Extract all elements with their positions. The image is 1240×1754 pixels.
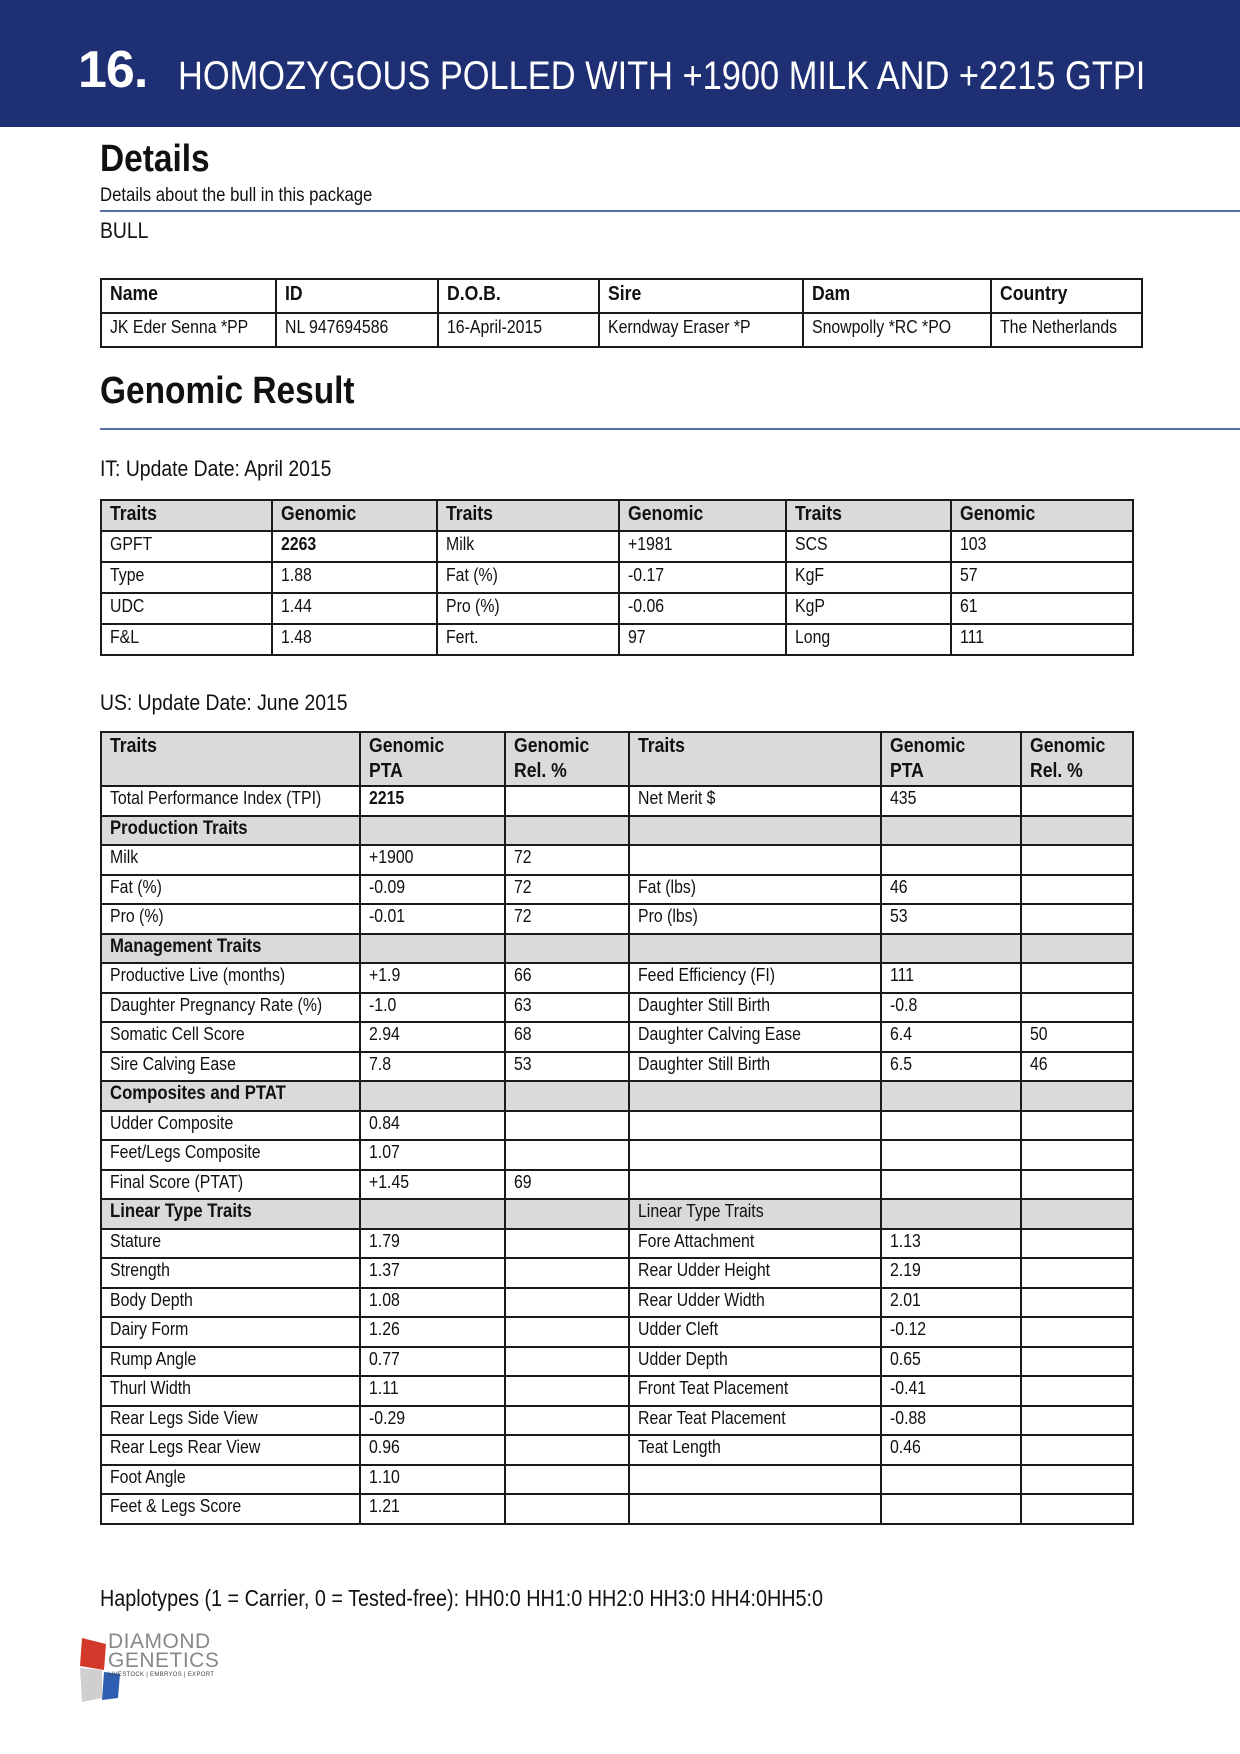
logo-text-genetics: GENETICS <box>108 1649 220 1672</box>
genomic-pta: 1.13 <box>881 1229 1021 1259</box>
table-row <box>101 1376 1133 1406</box>
trait-name: Production Traits <box>101 816 360 846</box>
table-row <box>101 1229 1133 1259</box>
trait-name: Daughter Still Birth <box>629 1052 881 1082</box>
table-row <box>101 1317 1133 1347</box>
trait-name: Fore Attachment <box>629 1229 881 1259</box>
table-row <box>101 904 1133 934</box>
genomic-pta <box>881 1111 1021 1141</box>
genomic-heading: Genomic Result <box>100 370 355 412</box>
logo-tagline: LIVESTOCK | EMBRYOS | EXPORT <box>108 1672 215 1678</box>
us-update-label: US: Update Date: June 2015 <box>100 690 348 715</box>
genomic-rel: 72 <box>505 904 629 934</box>
genomic-rel <box>1021 963 1133 993</box>
genomic-pta: -0.29 <box>360 1406 505 1436</box>
bull-table-header <box>101 279 1142 313</box>
genomic-pta: -0.01 <box>360 904 505 934</box>
haplotypes-line: Haplotypes (1 = Carrier, 0 = Tested-free): HH0:0 HH1:0 HH2:0 HH3:0 HH4:0HH5:0 <box>100 1585 824 1611</box>
genomic-rel <box>1021 993 1133 1023</box>
section-row <box>101 1199 1133 1229</box>
col-header: Dam <box>803 279 991 313</box>
genomic-rel <box>505 1465 629 1495</box>
trait-name: Rear Udder Height <box>629 1258 881 1288</box>
table-row <box>101 786 1133 816</box>
trait-name: SCS <box>786 531 951 562</box>
page-title: HOMOZYGOUS POLLED WITH +1900 MILK AND +2215 GTPI <box>178 54 1146 98</box>
genomic-rel <box>1021 904 1133 934</box>
trait-value: 1.48 <box>272 624 437 655</box>
trait-value: 97 <box>619 624 786 655</box>
trait-value: +1981 <box>619 531 786 562</box>
genomic-rel <box>1021 1258 1133 1288</box>
trait-name: Productive Live (months) <box>101 963 360 993</box>
col-header: Genomic PTA <box>881 732 1021 786</box>
trait-name: Pro (%) <box>101 904 360 934</box>
genomic-rel <box>1021 786 1133 816</box>
logo-text-diamond: DIAMOND <box>108 1630 211 1653</box>
section-row <box>101 1081 1133 1111</box>
genomic-pta: 6.5 <box>881 1052 1021 1082</box>
trait-name: Rear Legs Side View <box>101 1406 360 1436</box>
us-genomic-table <box>100 731 1134 1525</box>
trait-value: -0.17 <box>619 562 786 593</box>
genomic-rel: 46 <box>1021 1052 1133 1082</box>
genomic-pta: 1.37 <box>360 1258 505 1288</box>
genomic-rel <box>1021 845 1133 875</box>
genomic-pta: 46 <box>881 875 1021 905</box>
trait-name: Fat (%) <box>437 562 619 593</box>
bull-table <box>100 278 1143 348</box>
col-header: Country <box>991 279 1142 313</box>
trait-name: Net Merit $ <box>629 786 881 816</box>
col-header: Genomic Rel. % <box>505 732 629 786</box>
genomic-rel <box>1021 1229 1133 1259</box>
genomic-rel <box>1021 1435 1133 1465</box>
col-header: Traits <box>101 732 360 786</box>
col-header: Traits <box>101 500 272 531</box>
table-row <box>101 1170 1133 1200</box>
col-header: ID <box>276 279 438 313</box>
genomic-rel <box>1021 1347 1133 1377</box>
genomic-pta <box>360 816 505 846</box>
table-row <box>101 1258 1133 1288</box>
trait-name: F&L <box>101 624 272 655</box>
genomic-pta <box>881 1081 1021 1111</box>
table-row <box>101 993 1133 1023</box>
col-header: D.O.B. <box>438 279 599 313</box>
it-update-label: IT: Update Date: April 2015 <box>100 456 332 481</box>
genomic-pta: 1.21 <box>360 1494 505 1524</box>
trait-name: Linear Type Traits <box>101 1199 360 1229</box>
genomic-pta: 1.79 <box>360 1229 505 1259</box>
genomic-rel <box>505 934 629 964</box>
trait-name: Total Performance Index (TPI) <box>101 786 360 816</box>
trait-name: Management Traits <box>101 934 360 964</box>
genomic-pta: -1.0 <box>360 993 505 1023</box>
trait-name: Final Score (PTAT) <box>101 1170 360 1200</box>
genomic-rel <box>505 1288 629 1318</box>
genomic-pta <box>881 816 1021 846</box>
trait-value: 2263 <box>272 531 437 562</box>
trait-name: Rear Teat Placement <box>629 1406 881 1436</box>
trait-name: Pro (%) <box>437 593 619 624</box>
genomic-pta: 2.19 <box>881 1258 1021 1288</box>
bull-dob: 16-April-2015 <box>438 313 599 347</box>
trait-name: Long <box>786 624 951 655</box>
trait-name: Feet & Legs Score <box>101 1494 360 1524</box>
section-row <box>101 816 1133 846</box>
genomic-rel <box>505 1081 629 1111</box>
genomic-rel <box>505 1199 629 1229</box>
genomic-rel: 50 <box>1021 1022 1133 1052</box>
trait-name: Udder Composite <box>101 1111 360 1141</box>
trait-name: Linear Type Traits <box>629 1199 881 1229</box>
col-header: Genomic PTA <box>360 732 505 786</box>
trait-name: Pro (lbs) <box>629 904 881 934</box>
table-row <box>101 1406 1133 1436</box>
genomic-rel: 72 <box>505 875 629 905</box>
title-banner <box>0 0 1240 127</box>
genomic-rel <box>1021 1376 1133 1406</box>
genomic-pta: -0.41 <box>881 1376 1021 1406</box>
trait-value: 1.44 <box>272 593 437 624</box>
table-row <box>101 1465 1133 1495</box>
genomic-rel <box>505 1317 629 1347</box>
trait-name <box>629 1081 881 1111</box>
trait-name: Udder Cleft <box>629 1317 881 1347</box>
genomic-pta: 0.84 <box>360 1111 505 1141</box>
genomic-pta <box>881 1465 1021 1495</box>
genomic-rel <box>505 1140 629 1170</box>
genomic-rel <box>1021 1140 1133 1170</box>
diamond-genetics-logo <box>80 1630 240 1710</box>
trait-name: KgP <box>786 593 951 624</box>
trait-value: 61 <box>951 593 1133 624</box>
it-table-header <box>101 500 1133 531</box>
genomic-pta: -0.88 <box>881 1406 1021 1436</box>
genomic-rel: 66 <box>505 963 629 993</box>
genomic-pta: +1900 <box>360 845 505 875</box>
trait-name: Rump Angle <box>101 1347 360 1377</box>
trait-value: 1.88 <box>272 562 437 593</box>
details-heading: Details <box>100 138 210 180</box>
table-row <box>101 1435 1133 1465</box>
genomic-pta: -0.8 <box>881 993 1021 1023</box>
table-row <box>101 1111 1133 1141</box>
genomic-rel <box>505 1111 629 1141</box>
genomic-pta: 6.4 <box>881 1022 1021 1052</box>
genomic-rel: 69 <box>505 1170 629 1200</box>
genomic-pta <box>360 1199 505 1229</box>
genomic-pta <box>360 934 505 964</box>
genomic-pta: 1.08 <box>360 1288 505 1318</box>
table-row <box>101 845 1133 875</box>
trait-value: 57 <box>951 562 1133 593</box>
us-table-header <box>101 732 1133 786</box>
col-header: Traits <box>437 500 619 531</box>
trait-name <box>629 1170 881 1200</box>
genomic-pta <box>881 1494 1021 1524</box>
trait-name: Daughter Calving Ease <box>629 1022 881 1052</box>
bull-label: BULL <box>100 218 149 243</box>
genomic-pta: 1.11 <box>360 1376 505 1406</box>
genomic-rel <box>1021 1465 1133 1495</box>
table-row <box>101 624 1133 655</box>
trait-name: Daughter Still Birth <box>629 993 881 1023</box>
genomic-rel: 72 <box>505 845 629 875</box>
genomic-pta <box>360 1081 505 1111</box>
trait-name: Rear Legs Rear View <box>101 1435 360 1465</box>
table-row <box>101 875 1133 905</box>
genomic-pta: 1.26 <box>360 1317 505 1347</box>
table-row <box>101 313 1142 347</box>
genomic-rel <box>1021 934 1133 964</box>
trait-name <box>629 845 881 875</box>
divider <box>100 210 1240 212</box>
genomic-pta: +1.9 <box>360 963 505 993</box>
genomic-rel <box>505 1435 629 1465</box>
trait-name: Rear Udder Width <box>629 1288 881 1318</box>
genomic-rel <box>505 786 629 816</box>
genomic-rel <box>505 1406 629 1436</box>
table-row <box>101 1288 1133 1318</box>
details-subheading: Details about the bull in this package <box>100 185 373 206</box>
trait-name: Type <box>101 562 272 593</box>
genomic-pta: 2.94 <box>360 1022 505 1052</box>
genomic-rel <box>505 1347 629 1377</box>
table-row <box>101 1022 1133 1052</box>
genomic-rel <box>505 816 629 846</box>
trait-name: Front Teat Placement <box>629 1376 881 1406</box>
trait-name: Feed Efficiency (FI) <box>629 963 881 993</box>
genomic-pta: 1.07 <box>360 1140 505 1170</box>
table-row <box>101 562 1133 593</box>
genomic-pta: 2215 <box>360 786 505 816</box>
trait-name: Thurl Width <box>101 1376 360 1406</box>
table-row <box>101 1494 1133 1524</box>
genomic-pta: 2.01 <box>881 1288 1021 1318</box>
table-row <box>101 1140 1133 1170</box>
trait-name: Body Depth <box>101 1288 360 1318</box>
trait-name: Daughter Pregnancy Rate (%) <box>101 993 360 1023</box>
trait-name <box>629 1140 881 1170</box>
genomic-rel <box>1021 1081 1133 1111</box>
divider <box>100 428 1240 430</box>
col-header: Traits <box>786 500 951 531</box>
bull-id: NL 947694586 <box>276 313 438 347</box>
genomic-rel <box>505 1258 629 1288</box>
genomic-pta <box>881 1170 1021 1200</box>
genomic-rel: 68 <box>505 1022 629 1052</box>
trait-name: Somatic Cell Score <box>101 1022 360 1052</box>
trait-name: Fert. <box>437 624 619 655</box>
table-row <box>101 963 1133 993</box>
col-header: Genomic <box>272 500 437 531</box>
genomic-pta: 53 <box>881 904 1021 934</box>
trait-name <box>629 816 881 846</box>
genomic-rel <box>505 1376 629 1406</box>
genomic-pta <box>881 934 1021 964</box>
bull-name: JK Eder Senna *PP <box>101 313 276 347</box>
genomic-pta <box>881 845 1021 875</box>
genomic-pta: 0.96 <box>360 1435 505 1465</box>
col-header: Genomic <box>951 500 1133 531</box>
trait-name: Udder Depth <box>629 1347 881 1377</box>
genomic-pta: 435 <box>881 786 1021 816</box>
table-row <box>101 1347 1133 1377</box>
genomic-pta: 1.10 <box>360 1465 505 1495</box>
it-genomic-table <box>100 499 1134 656</box>
col-header: Sire <box>599 279 803 313</box>
trait-name: Stature <box>101 1229 360 1259</box>
table-row <box>101 593 1133 624</box>
section-row <box>101 934 1133 964</box>
genomic-pta: 0.46 <box>881 1435 1021 1465</box>
genomic-pta: 7.8 <box>360 1052 505 1082</box>
genomic-pta: 111 <box>881 963 1021 993</box>
trait-name: UDC <box>101 593 272 624</box>
bull-sire: Kerndway Eraser *P <box>599 313 803 347</box>
trait-name: Milk <box>101 845 360 875</box>
col-header: Traits <box>629 732 881 786</box>
genomic-rel <box>1021 1111 1133 1141</box>
section-number: 16. <box>78 41 148 99</box>
trait-name <box>629 1111 881 1141</box>
genomic-rel <box>1021 1317 1133 1347</box>
trait-name: KgF <box>786 562 951 593</box>
genomic-rel <box>1021 816 1133 846</box>
genomic-pta: -0.12 <box>881 1317 1021 1347</box>
genomic-rel <box>1021 1494 1133 1524</box>
trait-name: GPFT <box>101 531 272 562</box>
genomic-pta: +1.45 <box>360 1170 505 1200</box>
genomic-rel <box>1021 875 1133 905</box>
genomic-rel <box>1021 1406 1133 1436</box>
genomic-pta <box>881 1199 1021 1229</box>
trait-value: -0.06 <box>619 593 786 624</box>
table-row <box>101 1052 1133 1082</box>
trait-name: Foot Angle <box>101 1465 360 1495</box>
trait-name: Fat (%) <box>101 875 360 905</box>
trait-name: Dairy Form <box>101 1317 360 1347</box>
trait-name: Composites and PTAT <box>101 1081 360 1111</box>
trait-name: Feet/Legs Composite <box>101 1140 360 1170</box>
trait-name <box>629 1465 881 1495</box>
genomic-rel <box>1021 1170 1133 1200</box>
col-header: Genomic <box>619 500 786 531</box>
trait-name: Strength <box>101 1258 360 1288</box>
trait-value: 111 <box>951 624 1133 655</box>
bull-dam: Snowpolly *RC *PO <box>803 313 991 347</box>
trait-name: Sire Calving Ease <box>101 1052 360 1082</box>
col-header: Name <box>101 279 276 313</box>
genomic-pta: -0.09 <box>360 875 505 905</box>
table-row <box>101 531 1133 562</box>
genomic-rel: 53 <box>505 1052 629 1082</box>
genomic-rel <box>505 1229 629 1259</box>
trait-name: Fat (lbs) <box>629 875 881 905</box>
genomic-pta: 0.65 <box>881 1347 1021 1377</box>
col-header: Genomic Rel. % <box>1021 732 1133 786</box>
genomic-rel <box>1021 1288 1133 1318</box>
trait-name: Teat Length <box>629 1435 881 1465</box>
genomic-pta <box>881 1140 1021 1170</box>
genomic-rel <box>1021 1199 1133 1229</box>
genomic-pta: 0.77 <box>360 1347 505 1377</box>
trait-name <box>629 1494 881 1524</box>
trait-value: 103 <box>951 531 1133 562</box>
trait-name: Milk <box>437 531 619 562</box>
genomic-rel: 63 <box>505 993 629 1023</box>
bull-country: The Netherlands <box>991 313 1142 347</box>
trait-name <box>629 934 881 964</box>
genomic-rel <box>505 1494 629 1524</box>
